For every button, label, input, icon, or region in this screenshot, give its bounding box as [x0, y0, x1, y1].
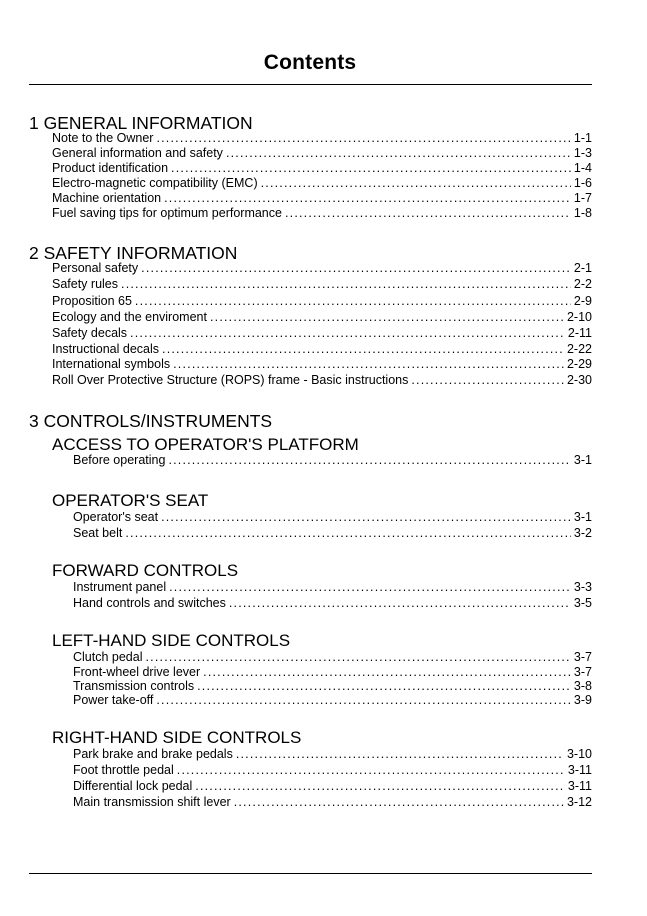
toc-entry-label: Electro-magnetic compatibility (EMC): [52, 176, 258, 190]
toc-entry[interactable]: [73, 747, 592, 762]
toc-entry[interactable]: [52, 373, 592, 388]
dot-leader: [156, 131, 570, 146]
toc-entry-page: 3-11: [567, 779, 592, 793]
toc-entry-page: 1-4: [573, 161, 592, 175]
toc-entry-label: Transmission controls: [73, 679, 195, 693]
toc-entry[interactable]: [52, 176, 592, 191]
toc-entry[interactable]: [73, 665, 592, 680]
dot-leader: [261, 176, 571, 191]
toc-entry-page: 3-8: [573, 679, 592, 693]
toc-entry-page: 2-30: [566, 373, 592, 387]
toc-entry-page: 2-29: [566, 357, 592, 371]
dot-leader: [161, 510, 571, 525]
toc-entry[interactable]: [73, 453, 592, 468]
toc-entry-page: 1-8: [573, 206, 592, 220]
section-heading: OPERATOR'S SEAT: [52, 491, 209, 510]
toc-entry[interactable]: [52, 294, 592, 309]
toc-entry[interactable]: [73, 779, 592, 794]
toc-entry-label: Ecology and the enviroment: [52, 310, 207, 324]
toc-entry-page: 1-1: [573, 131, 592, 145]
toc-entry-label: Seat belt: [73, 526, 123, 540]
dot-leader: [121, 277, 571, 292]
toc-entry-label: Note to the Owner: [52, 131, 154, 145]
toc-entry[interactable]: [73, 596, 592, 611]
dot-leader: [195, 779, 565, 794]
toc-entry[interactable]: [52, 146, 592, 161]
page-title: Contents: [263, 51, 357, 74]
dot-leader: [173, 357, 564, 372]
toc-entry-label: Machine orientation: [52, 191, 162, 205]
toc-entry[interactable]: [52, 342, 592, 357]
toc-entry-label: Safety decals: [52, 326, 128, 340]
toc-entry-page: 3-11: [567, 763, 592, 777]
dot-leader: [125, 526, 571, 541]
section-heading: ACCESS TO OPERATOR'S PLATFORM: [52, 435, 359, 454]
toc-entry[interactable]: [52, 131, 592, 146]
toc-entry-page: 3-1: [573, 453, 592, 467]
toc-entry-label: Park brake and brake pedals: [73, 747, 233, 761]
dot-leader: [130, 326, 565, 341]
chapter-heading: 1 GENERAL INFORMATION: [29, 113, 253, 133]
toc-entry-label: Instructional decals: [52, 342, 160, 356]
toc-entry-page: 3-7: [573, 650, 592, 664]
dot-leader: [162, 342, 564, 357]
dot-leader: [156, 693, 571, 708]
toc-entry-label: Hand controls and switches: [73, 596, 226, 610]
toc-entry[interactable]: [73, 763, 592, 778]
toc-entry[interactable]: [73, 510, 592, 525]
toc-entry[interactable]: [73, 693, 592, 708]
toc-entry-page: 3-5: [573, 596, 592, 610]
toc-entry[interactable]: [52, 161, 592, 176]
toc-entry[interactable]: [73, 679, 592, 694]
dot-leader: [226, 146, 571, 161]
dot-leader: [236, 747, 564, 762]
dot-leader: [285, 206, 571, 221]
toc-entry-page: 2-10: [566, 310, 592, 324]
dot-leader: [197, 679, 571, 694]
toc-entry-page: 2-9: [573, 294, 592, 308]
toc-entry-label: Differential lock pedal: [73, 779, 193, 793]
dot-leader: [171, 161, 571, 176]
toc-entry-page: 3-3: [573, 580, 592, 594]
bottom-rule: [29, 873, 592, 874]
dot-leader: [169, 580, 571, 595]
toc-entry-page: 2-11: [567, 326, 592, 340]
toc-entry-page: 1-3: [573, 146, 592, 160]
toc-entry[interactable]: [52, 277, 592, 292]
toc-entry-label: Clutch pedal: [73, 650, 143, 664]
dot-leader: [411, 373, 564, 388]
toc-entry-page: 1-6: [573, 176, 592, 190]
dot-leader: [164, 191, 571, 206]
toc-entry-label: Front-wheel drive lever: [73, 665, 201, 679]
toc-entry[interactable]: [73, 580, 592, 595]
toc-entry[interactable]: [52, 357, 592, 372]
toc-entry-label: Power take-off: [73, 693, 154, 707]
toc-entry[interactable]: [73, 650, 592, 665]
toc-entry[interactable]: [73, 795, 592, 810]
toc-entry-page: 3-7: [573, 665, 592, 679]
toc-entry-label: Foot throttle pedal: [73, 763, 174, 777]
toc-entry[interactable]: [52, 261, 592, 276]
toc-entry-label: Roll Over Protective Structure (ROPS) frame - Basic instructions: [52, 373, 409, 387]
toc-entry-page: 2-1: [573, 261, 592, 275]
chapter-heading: 2 SAFETY INFORMATION: [29, 243, 238, 263]
toc-entry-page: 3-10: [566, 747, 592, 761]
toc-entry-page: 2-2: [573, 277, 592, 291]
toc-entry-page: 3-1: [573, 510, 592, 524]
dot-leader: [210, 310, 564, 325]
toc-entry[interactable]: [73, 526, 592, 541]
toc-entry-label: Instrument panel: [73, 580, 167, 594]
toc-entry-page: 3-2: [573, 526, 592, 540]
chapter-heading: 3 CONTROLS/INSTRUMENTS: [29, 411, 273, 431]
toc-entry-label: Personal safety: [52, 261, 139, 275]
section-heading: RIGHT-HAND SIDE CONTROLS: [52, 728, 302, 747]
dot-leader: [229, 596, 571, 611]
toc-entry-label: General information and safety: [52, 146, 223, 160]
dot-leader: [234, 795, 564, 810]
dot-leader: [168, 453, 570, 468]
toc-entry[interactable]: [52, 206, 592, 221]
section-heading: FORWARD CONTROLS: [52, 561, 239, 580]
dot-leader: [135, 294, 571, 309]
toc-entry-page: 3-9: [573, 693, 592, 707]
toc-entry[interactable]: [52, 191, 592, 206]
dot-leader: [203, 665, 571, 680]
toc-entry-label: Operator's seat: [73, 510, 159, 524]
toc-entry-label: Product identification: [52, 161, 169, 175]
dot-leader: [141, 261, 571, 276]
toc-entry-page: 2-22: [566, 342, 592, 356]
toc-entry-label: International symbols: [52, 357, 171, 371]
toc-entry-page: 1-7: [573, 191, 592, 205]
section-heading: LEFT-HAND SIDE CONTROLS: [52, 631, 291, 650]
toc-entry[interactable]: [52, 310, 592, 325]
toc-entry-label: Main transmission shift lever: [73, 795, 231, 809]
toc-entry-page: 3-12: [566, 795, 592, 809]
dot-leader: [146, 650, 571, 665]
toc-entry-label: Proposition 65: [52, 294, 132, 308]
toc-entry-label: Before operating: [73, 453, 166, 467]
toc-entry-label: Fuel saving tips for optimum performance: [52, 206, 282, 220]
toc-entry[interactable]: [52, 326, 592, 341]
toc-entry-label: Safety rules: [52, 277, 119, 291]
dot-leader: [177, 763, 565, 778]
